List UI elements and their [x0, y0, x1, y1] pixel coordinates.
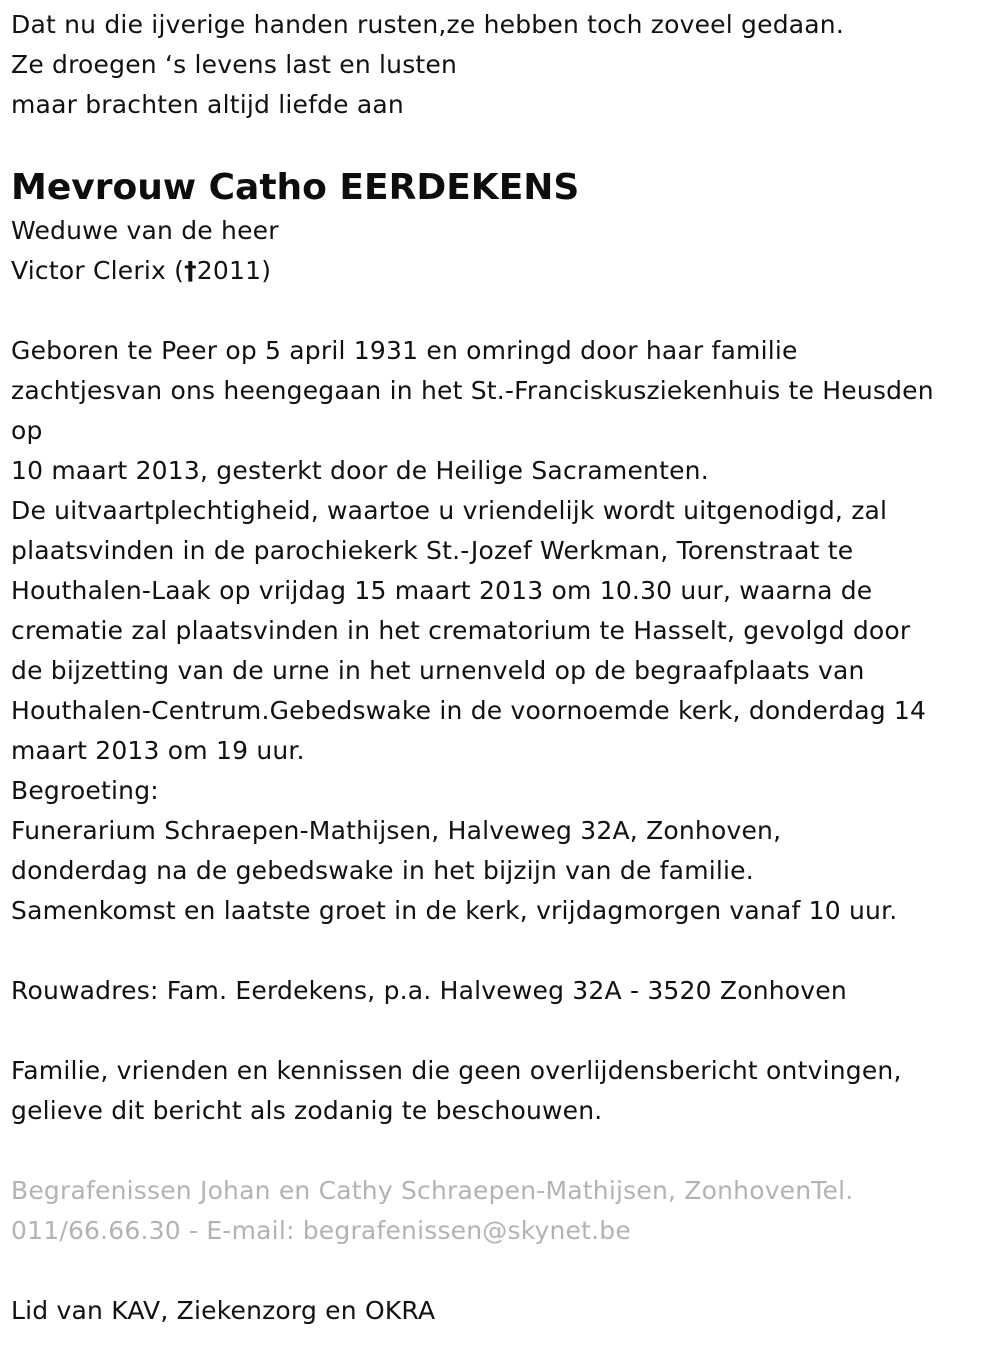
membership-line: Lid van KAV, Ziekenzorg en OKRA: [11, 1296, 436, 1325]
announcement-line: Houthalen-Centrum.Gebedswake in de voornoemde kerk, donderdag 14: [11, 696, 927, 725]
announcement-line: Begroeting:: [11, 776, 159, 805]
notice-line: Familie, vrienden en kennissen die geen overlijdensbericht ontvingen,: [11, 1056, 902, 1085]
announcement-line: plaatsvinden in de parochiekerk St.-Jozef Werkman, Torenstraat te: [11, 536, 854, 565]
spacer: [11, 931, 986, 971]
undertaker-contact: 011/66.66.30 - E-mail: begrafenissen@skynet.be: [11, 1216, 631, 1245]
announcement-line: op: [11, 416, 43, 445]
spacer: [11, 1251, 986, 1291]
announcement-line: Samenkomst en laatste groet in de kerk, vrijdagmorgen vanaf 10 uur.: [11, 896, 898, 925]
announcement-block: [11, 331, 986, 931]
undertaker-line: Begrafenissen Johan en Cathy Schraepen-Mathijsen, ZonhovenTel.: [11, 1176, 854, 1205]
poem-line: Ze droegen ‘s levens last en lusten: [11, 50, 458, 79]
announcement-line: 10 maart 2013, gesterkt door de Heilige Sacramenten.: [11, 456, 709, 485]
poem-line: maar brachten altijd liefde aan: [11, 90, 404, 119]
spacer: [11, 1011, 986, 1051]
announcement-line: maart 2013 om 19 uur.: [11, 736, 305, 765]
deceased-name: Mevrouw Catho EERDEKENS: [11, 167, 580, 208]
announcement-line: Funerarium Schraepen-Mathijsen, Halveweg 32A, Zonhoven,: [11, 816, 782, 845]
announcement-line: Houthalen-Laak op vrijdag 15 maart 2013 om 10.30 uur, waarna de: [11, 576, 873, 605]
announcement-line: crematie zal plaatsvinden in het crematorium te Hasselt, gevolgd door: [11, 616, 911, 645]
announcement-line: zachtjesvan ons heengegaan in het St.-Franciskusziekenhuis te Heusden: [11, 376, 934, 405]
notice-line: gelieve dit bericht als zodanig te beschouwen.: [11, 1096, 603, 1125]
announcement-line: donderdag na de gebedswake in het bijzijn van de familie.: [11, 856, 754, 885]
spouse-prefix: Victor Clerix (: [11, 256, 185, 285]
notice-block: [11, 1051, 986, 1131]
spacer: [11, 1131, 986, 1171]
poem-block: [11, 0, 986, 125]
announcement-line: De uitvaartplechtigheid, waartoe u vriendelijk wordt uitgenodigd, zal: [11, 496, 888, 525]
undertaker-block: [11, 1171, 986, 1251]
obituary-document: [11, 0, 986, 1331]
widow-line: Weduwe van de heer: [11, 216, 279, 245]
spacer: [11, 291, 986, 331]
announcement-line: de bijzetting van de urne in het urnenveld op de begraafplaats van: [11, 656, 865, 685]
poem-line: Dat nu die ijverige handen rusten,ze hebben toch zoveel gedaan.: [11, 10, 844, 39]
announcement-line: Geboren te Peer op 5 april 1931 en omringd door haar familie: [11, 336, 798, 365]
spouse-suffix: 2011): [196, 256, 272, 285]
mourning-address: Rouwadres: Fam. Eerdekens, p.a. Halveweg 32A - 3520 Zonhoven: [11, 976, 847, 1005]
cross-icon: †: [184, 256, 197, 285]
spouse-line: [11, 251, 986, 291]
